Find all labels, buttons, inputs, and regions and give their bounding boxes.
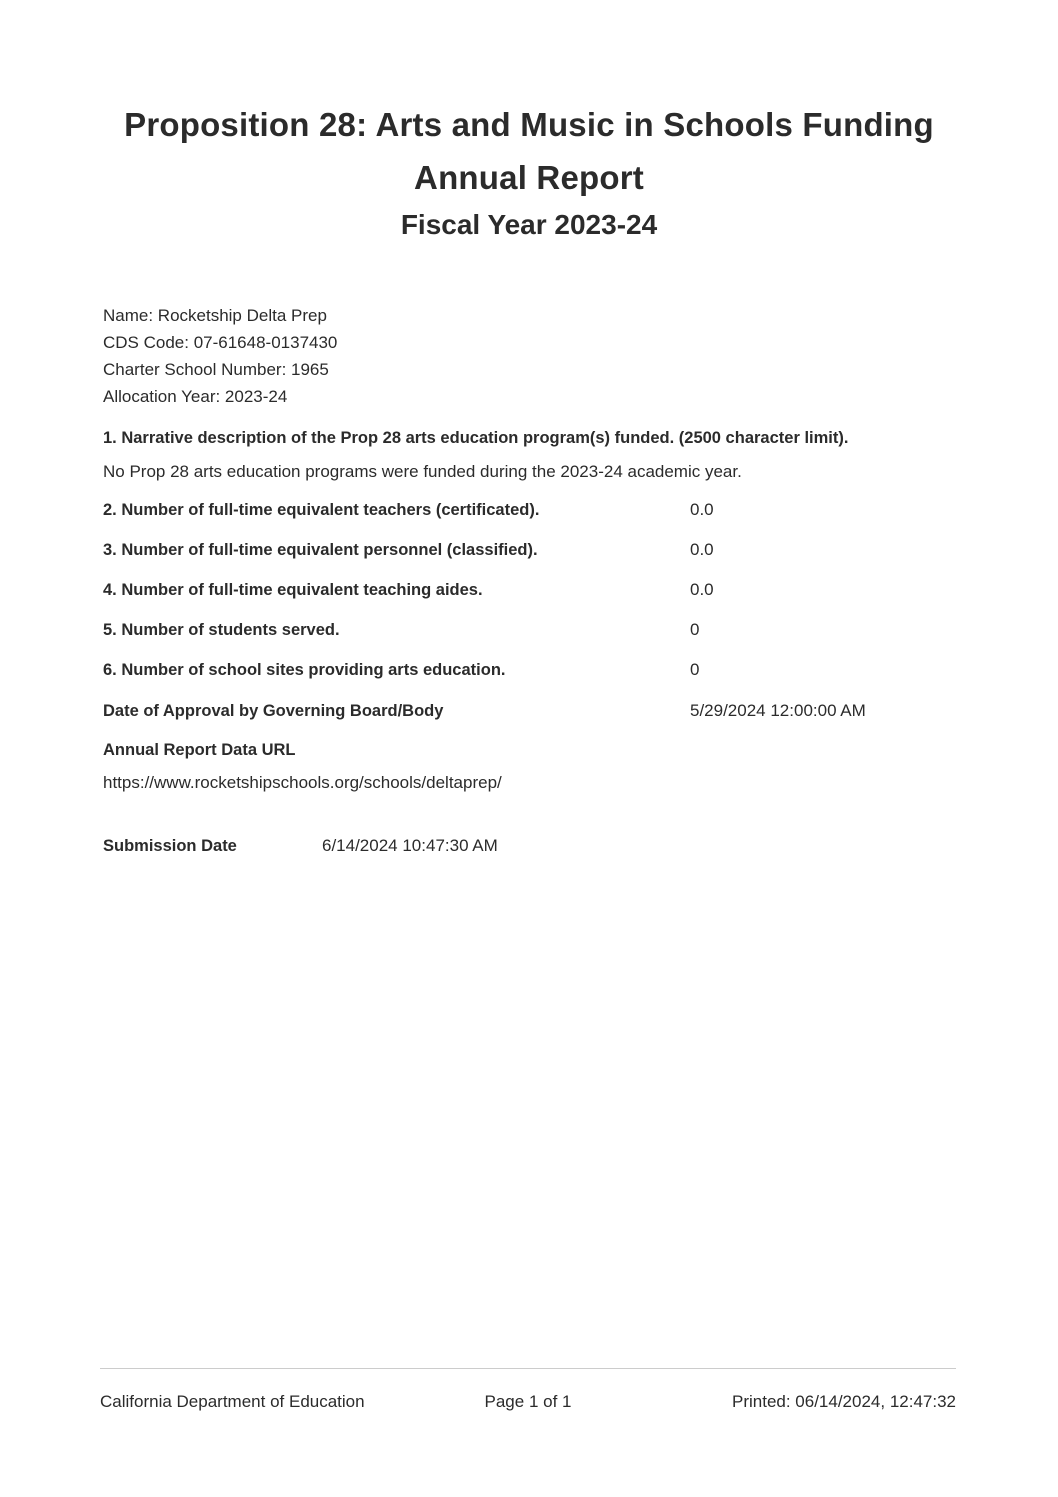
- report-title-line2: Annual Report: [414, 159, 644, 196]
- report-subtitle: Fiscal Year 2023-24: [400, 209, 658, 240]
- question-5-value: 0: [690, 620, 700, 639]
- approval-row: [103, 701, 998, 721]
- question-6-value: 0: [690, 660, 700, 679]
- page-footer: [100, 1368, 956, 1412]
- question-4-label: 4. Number of full-time equivalent teaching aides.: [103, 581, 483, 599]
- approval-label: Date of Approval by Governing Board/Body: [103, 702, 444, 720]
- footer-page-number: Page 1 of 1: [484, 1392, 572, 1411]
- submission-label: Submission Date: [103, 837, 237, 855]
- question-row-4: [103, 580, 998, 600]
- approval-value: 5/29/2024 12:00:00 AM: [690, 701, 866, 720]
- footer-printed-timestamp: Printed: 06/14/2024, 12:47:32: [731, 1392, 956, 1411]
- question-row-2: [103, 500, 998, 520]
- question-row-6: [103, 660, 998, 680]
- question-4-value: 0.0: [690, 580, 714, 599]
- question-row-3: [103, 540, 998, 560]
- footer-org: California Department of Education: [100, 1392, 365, 1411]
- question-3-label: 3. Number of full-time equivalent personnel (classified).: [103, 541, 538, 559]
- question-2-label: 2. Number of full-time equivalent teachers (certificated).: [103, 501, 540, 519]
- report-title-line1: Proposition 28: Arts and Music in Schools Funding: [124, 106, 934, 143]
- submission-value: 6/14/2024 10:47:30 AM: [322, 836, 498, 855]
- question-1-label: 1. Narrative description of the Prop 28 arts education program(s) funded. (2500 character limit).: [103, 429, 849, 447]
- school-name-line: Name: Rocketship Delta Prep: [103, 306, 327, 325]
- question-3-value: 0.0: [690, 540, 714, 559]
- cds-code-line: CDS Code: 07-61648-0137430: [103, 333, 338, 352]
- question-5-label: 5. Number of students served.: [103, 621, 340, 639]
- question-6-label: 6. Number of school sites providing arts education.: [103, 661, 506, 679]
- school-info: [103, 302, 337, 410]
- question-2-value: 0.0: [690, 500, 714, 519]
- question-1-answer: No Prop 28 arts education programs were funded during the 2023-24 academic year.: [103, 462, 742, 481]
- question-row-5: [103, 620, 998, 640]
- charter-number-line: Charter School Number: 1965: [103, 360, 329, 379]
- submission-row: [103, 836, 955, 856]
- report-title: [0, 98, 1058, 204]
- report-url-label: Annual Report Data URL: [103, 741, 296, 759]
- allocation-year-line: Allocation Year: 2023-24: [103, 387, 288, 406]
- report-url-value: https://www.rocketshipschools.org/schools/deltaprep/: [103, 773, 502, 792]
